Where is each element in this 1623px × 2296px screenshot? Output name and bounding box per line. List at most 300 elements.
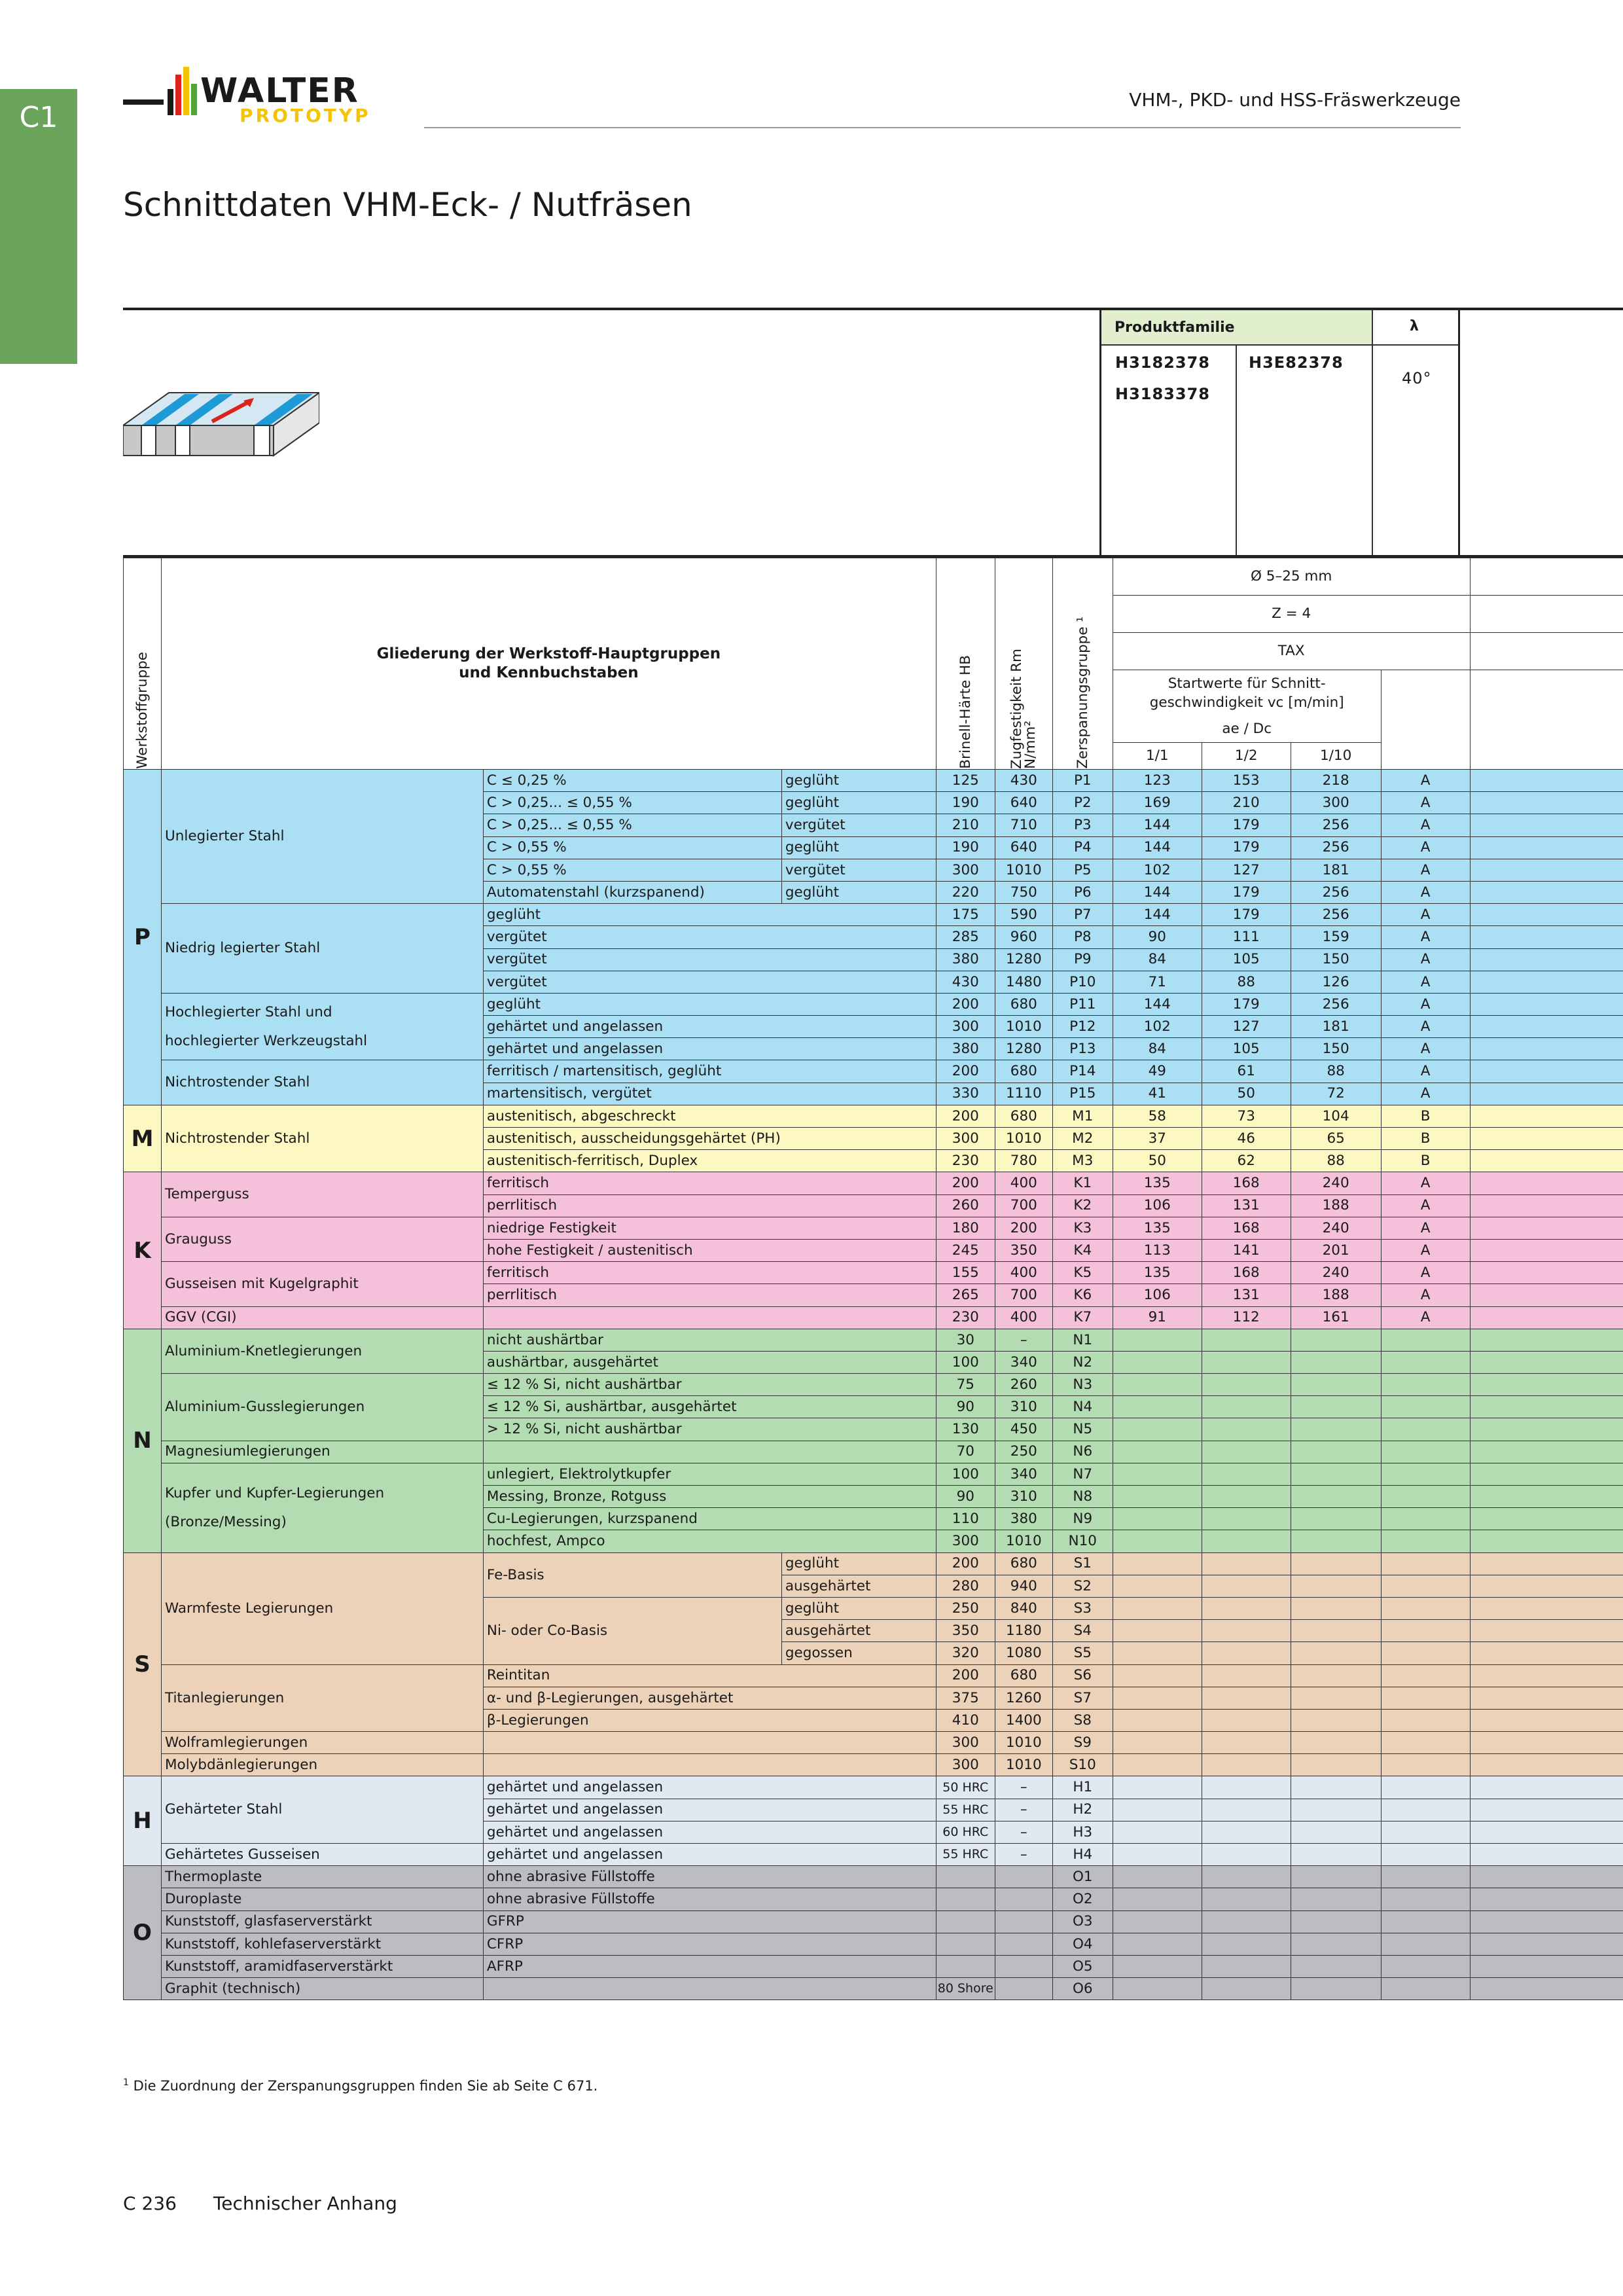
empty-cell — [1470, 1642, 1623, 1664]
tensile-cell: 680 — [995, 1105, 1052, 1127]
vc-1-10-cell: 104 — [1291, 1105, 1381, 1127]
vt-cell — [1381, 1844, 1470, 1866]
machining-group-cell: N6 — [1052, 1441, 1113, 1463]
vc-1-1-cell: 144 — [1113, 814, 1202, 836]
tensile-cell: 340 — [995, 1463, 1052, 1485]
brinell-cell: 300 — [936, 1016, 995, 1038]
empty-cell — [1470, 1844, 1623, 1866]
table-row — [124, 1105, 1623, 1127]
vc-1-10-cell: 240 — [1291, 1217, 1381, 1239]
material-name-line: hochlegierter Werkzeugstahl — [164, 1032, 368, 1049]
machining-group-cell: P10 — [1052, 971, 1113, 993]
vc-1-1-cell — [1113, 1799, 1202, 1821]
tensile-cell: – — [995, 1776, 1052, 1799]
machining-group-cell: S2 — [1052, 1575, 1113, 1597]
subgroup-cell: GFRP — [483, 1910, 936, 1933]
vc-1-2-cell: 105 — [1202, 948, 1291, 971]
vc-1-2-cell: 105 — [1202, 1038, 1291, 1060]
empty-cell — [1470, 1754, 1623, 1776]
vc-1-10-cell: 240 — [1291, 1172, 1381, 1194]
group-letter: H — [124, 1776, 162, 1866]
subgroup-cell — [483, 1754, 936, 1776]
brinell-cell: 90 — [936, 1486, 995, 1508]
brinell-cell — [936, 1933, 995, 1955]
zug-header-line2: N/mm² — [1022, 721, 1039, 769]
vc-1-1-cell: 106 — [1113, 1284, 1202, 1306]
tensile-cell: 1010 — [995, 859, 1052, 881]
vc-1-1-cell — [1113, 1597, 1202, 1619]
subgroup-cell: C > 0,55 % — [483, 859, 781, 881]
vt-cell — [1381, 1866, 1470, 1888]
tensile-cell: 1010 — [995, 1016, 1052, 1038]
subgroup-cell — [483, 1732, 936, 1754]
vc-1-10-cell — [1291, 1642, 1381, 1664]
subgroup-cell: gehärtet und angelassen — [483, 1821, 936, 1843]
header-divider — [424, 127, 1461, 128]
lambda-label: λ — [1410, 318, 1419, 334]
brinell-cell: 60 HRC — [936, 1821, 995, 1843]
brinell-cell: 200 — [936, 1105, 995, 1127]
empty-cell — [1470, 836, 1623, 859]
empty-cell — [1470, 558, 1623, 596]
vt-cell: A — [1381, 948, 1470, 971]
vc-1-10-cell: 181 — [1291, 1016, 1381, 1038]
vc-1-1-cell — [1113, 1732, 1202, 1754]
group-letter: S — [124, 1552, 162, 1776]
tensile-cell: 250 — [995, 1441, 1052, 1463]
vt-cell: A — [1381, 1239, 1470, 1261]
table-row — [124, 1866, 1623, 1888]
product-code[interactable]: H3183378 — [1115, 385, 1210, 403]
subgroup-cell: AFRP — [483, 1955, 936, 1977]
vc-1-1-cell: 84 — [1113, 948, 1202, 971]
machining-group-cell: K4 — [1052, 1239, 1113, 1261]
divider — [1372, 310, 1373, 555]
machining-group-cell: N8 — [1052, 1486, 1113, 1508]
brinell-cell: 200 — [936, 1060, 995, 1083]
vc-1-1-cell — [1113, 1552, 1202, 1575]
vt-cell: A — [1381, 1016, 1470, 1038]
tensile-cell: 340 — [995, 1351, 1052, 1373]
empty-cell — [1470, 881, 1623, 903]
condition-cell: geglüht — [781, 836, 936, 859]
vc-1-1-cell: 50 — [1113, 1150, 1202, 1172]
vc-1-10-cell: 65 — [1291, 1128, 1381, 1150]
material-name-line: Magnesiumlegierungen — [164, 1443, 330, 1460]
table-row — [124, 1910, 1623, 1933]
vc-1-2-cell: 168 — [1202, 1217, 1291, 1239]
vc-1-2-cell: 131 — [1202, 1194, 1291, 1217]
brinell-cell: 250 — [936, 1597, 995, 1619]
vc-1-2-cell: 210 — [1202, 792, 1291, 814]
brinell-cell: 220 — [936, 881, 995, 903]
empty-cell — [1470, 1552, 1623, 1575]
empty-cell — [1470, 1530, 1623, 1552]
vc-1-1-cell: 144 — [1113, 836, 1202, 859]
empty-cell — [1470, 1463, 1623, 1485]
empty-cell — [1470, 792, 1623, 814]
machining-group-cell: K3 — [1052, 1217, 1113, 1239]
machining-group-cell: P15 — [1052, 1083, 1113, 1105]
brinell-cell — [936, 1866, 995, 1888]
tensile-cell: 310 — [995, 1486, 1052, 1508]
tensile-cell — [995, 1933, 1052, 1955]
machining-group-cell: K6 — [1052, 1284, 1113, 1306]
vc-1-10-cell — [1291, 1866, 1381, 1888]
vc-1-10-cell — [1291, 1351, 1381, 1373]
empty-cell — [1470, 1128, 1623, 1150]
table-row — [124, 1306, 1623, 1329]
subgroup-cell: ohne abrasive Füllstoffe — [483, 1888, 936, 1910]
vt-cell: A — [1381, 1060, 1470, 1083]
brinell-cell: 430 — [936, 971, 995, 993]
brinell-cell: 90 — [936, 1396, 995, 1418]
vc-1-2-cell — [1202, 1844, 1291, 1866]
vc-1-1-cell: 102 — [1113, 859, 1202, 881]
material-name-line: (Bronze/Messing) — [164, 1513, 287, 1530]
tensile-cell — [995, 1866, 1052, 1888]
vt-cell — [1381, 1508, 1470, 1530]
table-row — [124, 1844, 1623, 1866]
tensile-cell: 1110 — [995, 1083, 1052, 1105]
machining-group-cell: S4 — [1052, 1620, 1113, 1642]
vc-1-2-cell: 179 — [1202, 836, 1291, 859]
machining-group-cell: H3 — [1052, 1821, 1113, 1843]
empty-cell — [1470, 1799, 1623, 1821]
vc-1-10-cell: 88 — [1291, 1060, 1381, 1083]
vt-cell: B — [1381, 1150, 1470, 1172]
brinell-cell: 75 — [936, 1374, 995, 1396]
material-name — [161, 904, 483, 994]
vc-1-10-cell — [1291, 1396, 1381, 1418]
vt-cell: A — [1381, 1083, 1470, 1105]
vc-1-10-cell: 188 — [1291, 1284, 1381, 1306]
vc-1-1-cell: 102 — [1113, 1016, 1202, 1038]
gliederung-line2: und Kennbuchstaben — [459, 664, 639, 681]
vc-1-10-cell — [1291, 1597, 1381, 1619]
product-code[interactable]: H3E82378 — [1249, 353, 1344, 372]
machining-group-cell: O5 — [1052, 1955, 1113, 1977]
vt-cell: B — [1381, 1128, 1470, 1150]
tensile-cell: 430 — [995, 770, 1052, 792]
vt-cell — [1381, 1732, 1470, 1754]
vc-1-1-cell: 71 — [1113, 971, 1202, 993]
material-subgroup: Fe-Basis — [483, 1552, 781, 1597]
vc-1-10-cell — [1291, 1620, 1381, 1642]
brinell-cell — [936, 1910, 995, 1933]
divider — [1236, 344, 1237, 555]
vt-cell — [1381, 1552, 1470, 1575]
brinell-cell: 320 — [936, 1642, 995, 1664]
vt-cell — [1381, 1910, 1470, 1933]
vc-1-10-cell: 72 — [1291, 1083, 1381, 1105]
vc-1-1-cell — [1113, 1933, 1202, 1955]
empty-cell — [1470, 1575, 1623, 1597]
vc-1-1-cell — [1113, 1329, 1202, 1351]
machining-group-cell: P8 — [1052, 926, 1113, 948]
vc-1-2-cell — [1202, 1866, 1291, 1888]
product-header — [123, 308, 1623, 558]
table-row — [124, 1329, 1623, 1351]
z-header: Z = 4 — [1113, 596, 1470, 633]
vc-1-10-cell: 88 — [1291, 1150, 1381, 1172]
empty-cell — [1470, 1776, 1623, 1799]
condition-cell: vergütet — [781, 859, 936, 881]
brinell-header: Brinell-Härte HB — [957, 655, 974, 769]
vt-cell — [1381, 1486, 1470, 1508]
table-row — [124, 1776, 1623, 1799]
vc-1-2-cell — [1202, 1351, 1291, 1373]
machining-group-cell: K7 — [1052, 1306, 1113, 1329]
tensile-cell — [995, 1978, 1052, 2000]
brinell-cell: 410 — [936, 1709, 995, 1731]
ae-dc-label: ae / Dc — [1222, 720, 1272, 737]
section-tab-label: C1 — [19, 101, 58, 134]
subgroup-cell: Reintitan — [483, 1664, 936, 1687]
vc-1-2-cell: 168 — [1202, 1172, 1291, 1194]
material-name — [161, 1664, 483, 1732]
brinell-cell: 230 — [936, 1150, 995, 1172]
subgroup-cell: C > 0,25... ≤ 0,55 % — [483, 814, 781, 836]
brinell-cell: 330 — [936, 1083, 995, 1105]
vt-cell: A — [1381, 836, 1470, 859]
col-zugfestigkeit — [995, 558, 1052, 770]
brinell-cell: 200 — [936, 993, 995, 1015]
empty-cell — [1470, 1418, 1623, 1441]
tensile-cell: 640 — [995, 836, 1052, 859]
vt-cell — [1381, 1933, 1470, 1955]
vc-1-2-cell — [1202, 1597, 1291, 1619]
material-name — [161, 993, 483, 1060]
vc-1-1-cell — [1113, 1844, 1202, 1866]
subgroup-cell: ferritisch / martensitisch, geglüht — [483, 1060, 936, 1083]
col-1-2: 1/2 — [1202, 743, 1291, 770]
vt-cell — [1381, 1374, 1470, 1396]
vc-1-2-cell: 131 — [1202, 1284, 1291, 1306]
table-body — [124, 770, 1623, 2000]
material-name-line: GGV (CGI) — [164, 1309, 237, 1326]
empty-cell — [1470, 904, 1623, 926]
empty-cell — [1470, 1194, 1623, 1217]
vc-1-2-cell — [1202, 1888, 1291, 1910]
vc-1-10-cell — [1291, 1664, 1381, 1687]
tensile-cell — [995, 1888, 1052, 1910]
vc-1-2-cell — [1202, 1776, 1291, 1799]
subgroup-cell: unlegiert, Elektrolytkupfer — [483, 1463, 936, 1485]
vc-1-1-cell — [1113, 1508, 1202, 1530]
tensile-cell: 840 — [995, 1597, 1052, 1619]
brinell-cell: 175 — [936, 904, 995, 926]
brinell-cell: 265 — [936, 1284, 995, 1306]
subgroup-cell: Messing, Bronze, Rotguss — [483, 1486, 936, 1508]
vc-1-1-cell — [1113, 1463, 1202, 1485]
vc-1-10-cell: 300 — [1291, 792, 1381, 814]
vc-1-2-cell — [1202, 1799, 1291, 1821]
empty-cell — [1470, 926, 1623, 948]
table-row — [124, 1217, 1623, 1239]
machining-group-cell: P1 — [1052, 770, 1113, 792]
vc-1-10-cell: 188 — [1291, 1194, 1381, 1217]
vc-1-1-cell — [1113, 1620, 1202, 1642]
machining-group-cell: S5 — [1052, 1642, 1113, 1664]
start-line1: Startwerte für Schnitt- — [1168, 675, 1326, 692]
material-name — [161, 1217, 483, 1261]
brinell-cell — [936, 1955, 995, 1977]
brinell-cell: 380 — [936, 1038, 995, 1060]
brinell-cell: 55 HRC — [936, 1844, 995, 1866]
tensile-cell: 640 — [995, 792, 1052, 814]
machining-group-cell: S1 — [1052, 1552, 1113, 1575]
empty-cell — [1470, 1396, 1623, 1418]
tensile-cell: 1010 — [995, 1732, 1052, 1754]
machining-group-cell: K1 — [1052, 1172, 1113, 1194]
machining-group-cell: P2 — [1052, 792, 1113, 814]
empty-cell — [1470, 1933, 1623, 1955]
vc-1-1-cell: 91 — [1113, 1306, 1202, 1329]
vt-cell: B — [1381, 1105, 1470, 1127]
brinell-cell: 200 — [936, 1552, 995, 1575]
vc-1-2-cell: 179 — [1202, 993, 1291, 1015]
vt-cell — [1381, 1754, 1470, 1776]
product-code[interactable]: H3182378 — [1115, 353, 1210, 372]
vc-1-10-cell — [1291, 1329, 1381, 1351]
vc-1-10-cell — [1291, 1776, 1381, 1799]
vc-1-10-cell: 161 — [1291, 1306, 1381, 1329]
empty-cell — [1470, 1888, 1623, 1910]
tensile-cell: 1010 — [995, 1754, 1052, 1776]
machining-group-cell: O2 — [1052, 1888, 1113, 1910]
subgroup-cell: hochfest, Ampco — [483, 1530, 936, 1552]
vc-1-1-cell: 144 — [1113, 904, 1202, 926]
machining-group-cell: S10 — [1052, 1754, 1113, 1776]
vc-1-1-cell — [1113, 1821, 1202, 1843]
cutting-data-table — [123, 558, 1623, 2000]
group-letter: P — [124, 770, 162, 1105]
vt-cell — [1381, 1597, 1470, 1619]
vt-cell: A — [1381, 1038, 1470, 1060]
table-row — [124, 1262, 1623, 1284]
vc-1-2-cell: 50 — [1202, 1083, 1291, 1105]
vc-1-2-cell — [1202, 1821, 1291, 1843]
slot-milling-illustration — [123, 387, 319, 479]
subgroup-cell: aushärtbar, ausgehärtet — [483, 1351, 936, 1373]
vt-cell — [1381, 1351, 1470, 1373]
subgroup-cell: austenitisch-ferritisch, Duplex — [483, 1150, 936, 1172]
vc-1-2-cell — [1202, 1575, 1291, 1597]
vc-1-2-cell: 46 — [1202, 1128, 1291, 1150]
logo-sub: PROTOTYP — [240, 105, 371, 126]
material-name — [161, 1732, 483, 1754]
vc-1-2-cell — [1202, 1910, 1291, 1933]
empty-cell — [1470, 1910, 1623, 1933]
vt-cell: A — [1381, 971, 1470, 993]
vc-1-10-cell: 126 — [1291, 971, 1381, 993]
material-subgroup: Ni- oder Co-Basis — [483, 1597, 781, 1664]
subgroup-cell: gehärtet und angelassen — [483, 1776, 936, 1799]
material-name-line: Nichtrostender Stahl — [164, 1130, 310, 1147]
vc-1-1-cell: 169 — [1113, 792, 1202, 814]
material-name — [161, 1552, 483, 1664]
machining-group-cell: O1 — [1052, 1866, 1113, 1888]
subgroup-cell: C ≤ 0,25 % — [483, 770, 781, 792]
group-letter: K — [124, 1172, 162, 1329]
empty-cell — [1470, 1083, 1623, 1105]
machining-group-cell: H4 — [1052, 1844, 1113, 1866]
material-name-line: Hochlegierter Stahl und — [164, 1004, 332, 1021]
subgroup-cell: gehärtet und angelassen — [483, 1016, 936, 1038]
machining-group-cell: N2 — [1052, 1351, 1113, 1373]
vc-1-2-cell — [1202, 1552, 1291, 1575]
brinell-cell: 50 HRC — [936, 1776, 995, 1799]
vc-1-1-cell — [1113, 1441, 1202, 1463]
vc-1-2-cell — [1202, 1374, 1291, 1396]
brinell-cell: 80 Shore — [936, 1978, 995, 2000]
zerspan-header: Zerspanungsgruppe ¹ — [1074, 617, 1091, 769]
diameter-header: Ø 5–25 mm — [1113, 558, 1470, 596]
vc-1-10-cell — [1291, 1418, 1381, 1441]
vc-1-1-cell — [1113, 1866, 1202, 1888]
subgroup-cell: gehärtet und angelassen — [483, 1038, 936, 1060]
subgroup-cell: ferritisch — [483, 1172, 936, 1194]
table-row — [124, 1463, 1623, 1485]
machining-group-cell: S7 — [1052, 1687, 1113, 1709]
vc-1-10-cell: 218 — [1291, 770, 1381, 792]
col-werkstoffgruppe — [124, 558, 162, 770]
brinell-cell — [936, 1888, 995, 1910]
vc-1-2-cell: 62 — [1202, 1150, 1291, 1172]
vc-1-10-cell — [1291, 1754, 1381, 1776]
condition-cell: gegossen — [781, 1642, 936, 1664]
vc-1-1-cell: 113 — [1113, 1239, 1202, 1261]
brinell-cell: 200 — [936, 1172, 995, 1194]
vc-1-10-cell: 181 — [1291, 859, 1381, 881]
subgroup-cell: Cu-Legierungen, kurzspanend — [483, 1508, 936, 1530]
lambda-heading — [1373, 310, 1458, 346]
material-name-line: Wolframlegierungen — [164, 1734, 308, 1751]
vt-cell — [1381, 1530, 1470, 1552]
vc-1-1-cell — [1113, 1955, 1202, 1977]
vt-cell — [1381, 1799, 1470, 1821]
footnote-mark: 1 — [123, 2077, 129, 2088]
vt-cell: A — [1381, 1284, 1470, 1306]
tensile-cell: 200 — [995, 1217, 1052, 1239]
vc-1-2-cell — [1202, 1418, 1291, 1441]
empty-cell — [1470, 948, 1623, 971]
vc-1-10-cell — [1291, 1508, 1381, 1530]
vc-1-10-cell — [1291, 1955, 1381, 1977]
section-tab[interactable] — [0, 89, 77, 364]
material-name — [161, 1776, 483, 1844]
tensile-cell: 1080 — [995, 1642, 1052, 1664]
material-name-line: Nichtrostender Stahl — [164, 1074, 310, 1091]
vc-1-10-cell — [1291, 1530, 1381, 1552]
empty-cell — [1470, 1060, 1623, 1083]
vt-cell: A — [1381, 1194, 1470, 1217]
material-name: Duroplaste — [161, 1888, 483, 1910]
vc-1-10-cell: 159 — [1291, 926, 1381, 948]
subgroup-cell: perrlitisch — [483, 1284, 936, 1306]
vt-cell: A — [1381, 770, 1470, 792]
vt-cell — [1381, 1955, 1470, 1977]
vc-1-1-cell: 135 — [1113, 1217, 1202, 1239]
material-name-line: Gusseisen mit Kugelgraphit — [164, 1276, 359, 1293]
subgroup-cell: ≤ 12 % Si, nicht aushärtbar — [483, 1374, 936, 1396]
machining-group-cell: P5 — [1052, 859, 1113, 881]
material-name: Kunststoff, kohlefaserverstärkt — [161, 1933, 483, 1955]
vc-1-1-cell — [1113, 1418, 1202, 1441]
vt-cell — [1381, 1776, 1470, 1799]
vc-1-2-cell — [1202, 1329, 1291, 1351]
